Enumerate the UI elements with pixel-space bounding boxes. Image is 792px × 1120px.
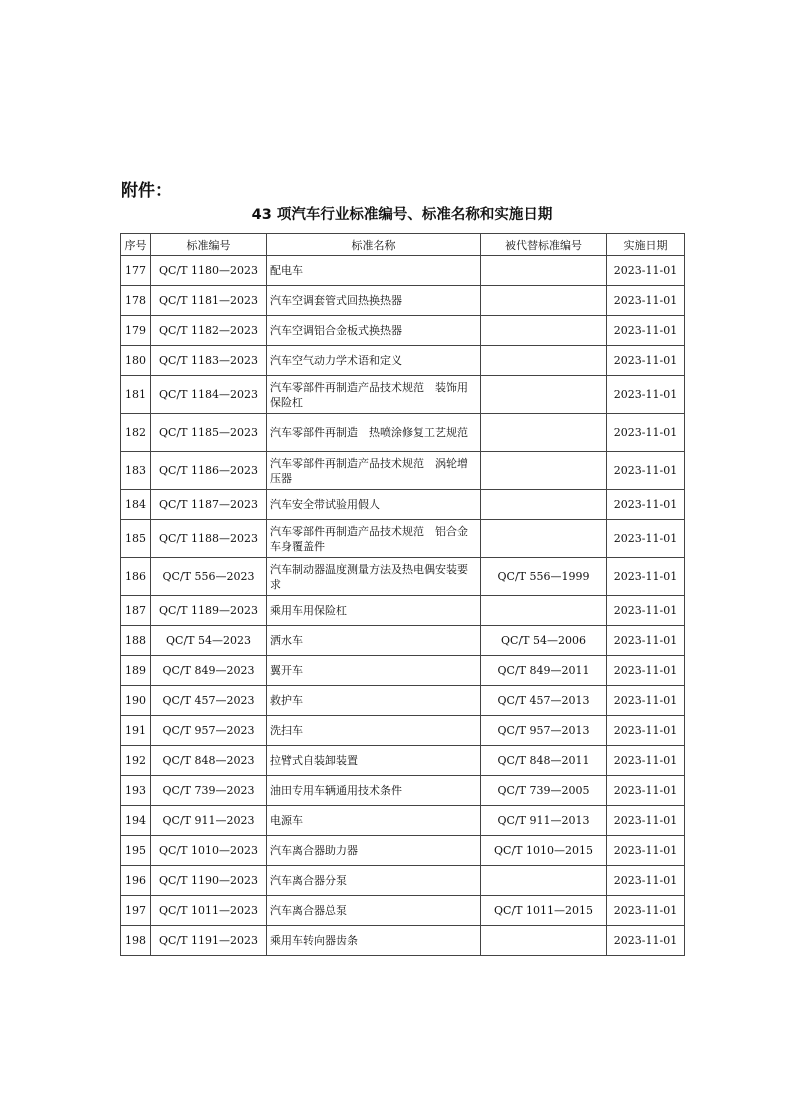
row-seq: 198 xyxy=(121,926,151,956)
header-replaced: 被代替标准编号 xyxy=(481,234,607,256)
row-standard-name: 电源车 xyxy=(267,806,481,836)
row-seq: 193 xyxy=(121,776,151,806)
row-standard-name: 洒水车 xyxy=(267,626,481,656)
row-implementation-date: 2023-11-01 xyxy=(607,452,685,490)
row-standard-code: QC/T 1180—2023 xyxy=(151,256,267,286)
row-standard-code: QC/T 1183—2023 xyxy=(151,346,267,376)
table-row xyxy=(121,626,685,656)
row-replaced-code: QC/T 848—2011 xyxy=(481,746,607,776)
row-implementation-date: 2023-11-01 xyxy=(607,896,685,926)
row-seq: 195 xyxy=(121,836,151,866)
row-implementation-date: 2023-11-01 xyxy=(607,776,685,806)
row-standard-code: QC/T 457—2023 xyxy=(151,686,267,716)
table-row xyxy=(121,558,685,596)
row-replaced-code: QC/T 1011—2015 xyxy=(481,896,607,926)
row-standard-code: QC/T 1182—2023 xyxy=(151,316,267,346)
row-replaced-code: QC/T 957—2013 xyxy=(481,716,607,746)
row-replaced-code xyxy=(481,926,607,956)
table-row xyxy=(121,656,685,686)
row-standard-code: QC/T 957—2023 xyxy=(151,716,267,746)
row-seq: 188 xyxy=(121,626,151,656)
row-replaced-code: QC/T 739—2005 xyxy=(481,776,607,806)
row-seq: 187 xyxy=(121,596,151,626)
table-row xyxy=(121,520,685,558)
table-row xyxy=(121,896,685,926)
row-standard-code: QC/T 1185—2023 xyxy=(151,414,267,452)
table-row xyxy=(121,316,685,346)
table-row xyxy=(121,376,685,414)
row-implementation-date: 2023-11-01 xyxy=(607,806,685,836)
row-seq: 184 xyxy=(121,490,151,520)
row-seq: 186 xyxy=(121,558,151,596)
table-row xyxy=(121,866,685,896)
row-standard-name: 汽车离合器助力器 xyxy=(267,836,481,866)
row-seq: 183 xyxy=(121,452,151,490)
row-replaced-code xyxy=(481,376,607,414)
row-standard-name: 油田专用车辆通用技术条件 xyxy=(267,776,481,806)
row-replaced-code: QC/T 911—2013 xyxy=(481,806,607,836)
row-standard-name: 翼开车 xyxy=(267,656,481,686)
row-replaced-code xyxy=(481,414,607,452)
row-standard-code: QC/T 1189—2023 xyxy=(151,596,267,626)
row-seq: 189 xyxy=(121,656,151,686)
row-standard-name: 乘用车用保险杠 xyxy=(267,596,481,626)
row-standard-code: QC/T 739—2023 xyxy=(151,776,267,806)
table-row xyxy=(121,806,685,836)
row-standard-name: 汽车零部件再制造产品技术规范 铝合金车身覆盖件 xyxy=(267,520,481,558)
row-standard-code: QC/T 54—2023 xyxy=(151,626,267,656)
row-implementation-date: 2023-11-01 xyxy=(607,414,685,452)
row-standard-name: 汽车空气动力学术语和定义 xyxy=(267,346,481,376)
row-seq: 180 xyxy=(121,346,151,376)
table-row xyxy=(121,746,685,776)
row-standard-name: 汽车离合器分泵 xyxy=(267,866,481,896)
row-standard-name: 乘用车转向器齿条 xyxy=(267,926,481,956)
row-seq: 190 xyxy=(121,686,151,716)
table-row xyxy=(121,490,685,520)
row-implementation-date: 2023-11-01 xyxy=(607,656,685,686)
row-seq: 192 xyxy=(121,746,151,776)
row-implementation-date: 2023-11-01 xyxy=(607,376,685,414)
row-implementation-date: 2023-11-01 xyxy=(607,286,685,316)
row-seq: 181 xyxy=(121,376,151,414)
row-standard-code: QC/T 1186—2023 xyxy=(151,452,267,490)
row-replaced-code: QC/T 1010—2015 xyxy=(481,836,607,866)
row-standard-code: QC/T 1181—2023 xyxy=(151,286,267,316)
row-standard-name: 汽车安全带试验用假人 xyxy=(267,490,481,520)
row-replaced-code xyxy=(481,520,607,558)
row-implementation-date: 2023-11-01 xyxy=(607,836,685,866)
row-replaced-code: QC/T 54—2006 xyxy=(481,626,607,656)
row-standard-name: 救护车 xyxy=(267,686,481,716)
row-seq: 191 xyxy=(121,716,151,746)
row-seq: 178 xyxy=(121,286,151,316)
row-seq: 196 xyxy=(121,866,151,896)
header-name: 标准名称 xyxy=(267,234,481,256)
row-standard-code: QC/T 556—2023 xyxy=(151,558,267,596)
row-replaced-code xyxy=(481,452,607,490)
row-seq: 197 xyxy=(121,896,151,926)
row-standard-name: 洗扫车 xyxy=(267,716,481,746)
row-standard-code: QC/T 1191—2023 xyxy=(151,926,267,956)
row-standard-code: QC/T 1187—2023 xyxy=(151,490,267,520)
row-implementation-date: 2023-11-01 xyxy=(607,926,685,956)
row-replaced-code xyxy=(481,316,607,346)
row-replaced-code: QC/T 457—2013 xyxy=(481,686,607,716)
row-seq: 177 xyxy=(121,256,151,286)
row-standard-name: 汽车零部件再制造产品技术规范 涡轮增压器 xyxy=(267,452,481,490)
header-date: 实施日期 xyxy=(607,234,685,256)
row-replaced-code: QC/T 849—2011 xyxy=(481,656,607,686)
table-row xyxy=(121,286,685,316)
row-replaced-code xyxy=(481,256,607,286)
row-seq: 179 xyxy=(121,316,151,346)
row-standard-name: 汽车制动器温度测量方法及热电偶安装要求 xyxy=(267,558,481,596)
row-implementation-date: 2023-11-01 xyxy=(607,866,685,896)
header-seq: 序号 xyxy=(121,234,151,256)
row-standard-code: QC/T 911—2023 xyxy=(151,806,267,836)
standards-table xyxy=(120,233,685,956)
table-row xyxy=(121,776,685,806)
row-standard-code: QC/T 1010—2023 xyxy=(151,836,267,866)
table-header-row xyxy=(121,234,685,256)
table-row xyxy=(121,686,685,716)
row-seq: 182 xyxy=(121,414,151,452)
table-row xyxy=(121,926,685,956)
row-implementation-date: 2023-11-01 xyxy=(607,256,685,286)
table-row xyxy=(121,716,685,746)
row-standard-code: QC/T 1190—2023 xyxy=(151,866,267,896)
row-standard-code: QC/T 1184—2023 xyxy=(151,376,267,414)
attachment-label: 附件： xyxy=(121,181,172,201)
table-row xyxy=(121,452,685,490)
row-implementation-date: 2023-11-01 xyxy=(607,346,685,376)
row-replaced-code xyxy=(481,866,607,896)
row-standard-name: 配电车 xyxy=(267,256,481,286)
row-standard-name: 汽车空调铝合金板式换热器 xyxy=(267,316,481,346)
row-standard-name: 汽车零部件再制造 热喷涂修复工艺规范 xyxy=(267,414,481,452)
row-standard-code: QC/T 849—2023 xyxy=(151,656,267,686)
row-implementation-date: 2023-11-01 xyxy=(607,626,685,656)
table-row xyxy=(121,256,685,286)
document-title: 43 项汽车行业标准编号、标准名称和实施日期 xyxy=(251,207,553,223)
row-implementation-date: 2023-11-01 xyxy=(607,558,685,596)
row-standard-name: 汽车离合器总泵 xyxy=(267,896,481,926)
header-code: 标准编号 xyxy=(151,234,267,256)
table-row xyxy=(121,836,685,866)
row-implementation-date: 2023-11-01 xyxy=(607,520,685,558)
row-implementation-date: 2023-11-01 xyxy=(607,490,685,520)
row-replaced-code xyxy=(481,490,607,520)
row-replaced-code xyxy=(481,596,607,626)
table-row xyxy=(121,596,685,626)
row-replaced-code xyxy=(481,286,607,316)
row-standard-code: QC/T 1011—2023 xyxy=(151,896,267,926)
row-implementation-date: 2023-11-01 xyxy=(607,596,685,626)
row-seq: 185 xyxy=(121,520,151,558)
row-implementation-date: 2023-11-01 xyxy=(607,746,685,776)
row-seq: 194 xyxy=(121,806,151,836)
row-standard-code: QC/T 1188—2023 xyxy=(151,520,267,558)
row-implementation-date: 2023-11-01 xyxy=(607,716,685,746)
row-standard-code: QC/T 848—2023 xyxy=(151,746,267,776)
table-row xyxy=(121,346,685,376)
row-implementation-date: 2023-11-01 xyxy=(607,316,685,346)
table-row xyxy=(121,414,685,452)
row-standard-name: 拉臂式自装卸装置 xyxy=(267,746,481,776)
row-standard-name: 汽车零部件再制造产品技术规范 装饰用保险杠 xyxy=(267,376,481,414)
row-replaced-code xyxy=(481,346,607,376)
row-replaced-code: QC/T 556—1999 xyxy=(481,558,607,596)
row-standard-name: 汽车空调套管式回热换热器 xyxy=(267,286,481,316)
row-implementation-date: 2023-11-01 xyxy=(607,686,685,716)
